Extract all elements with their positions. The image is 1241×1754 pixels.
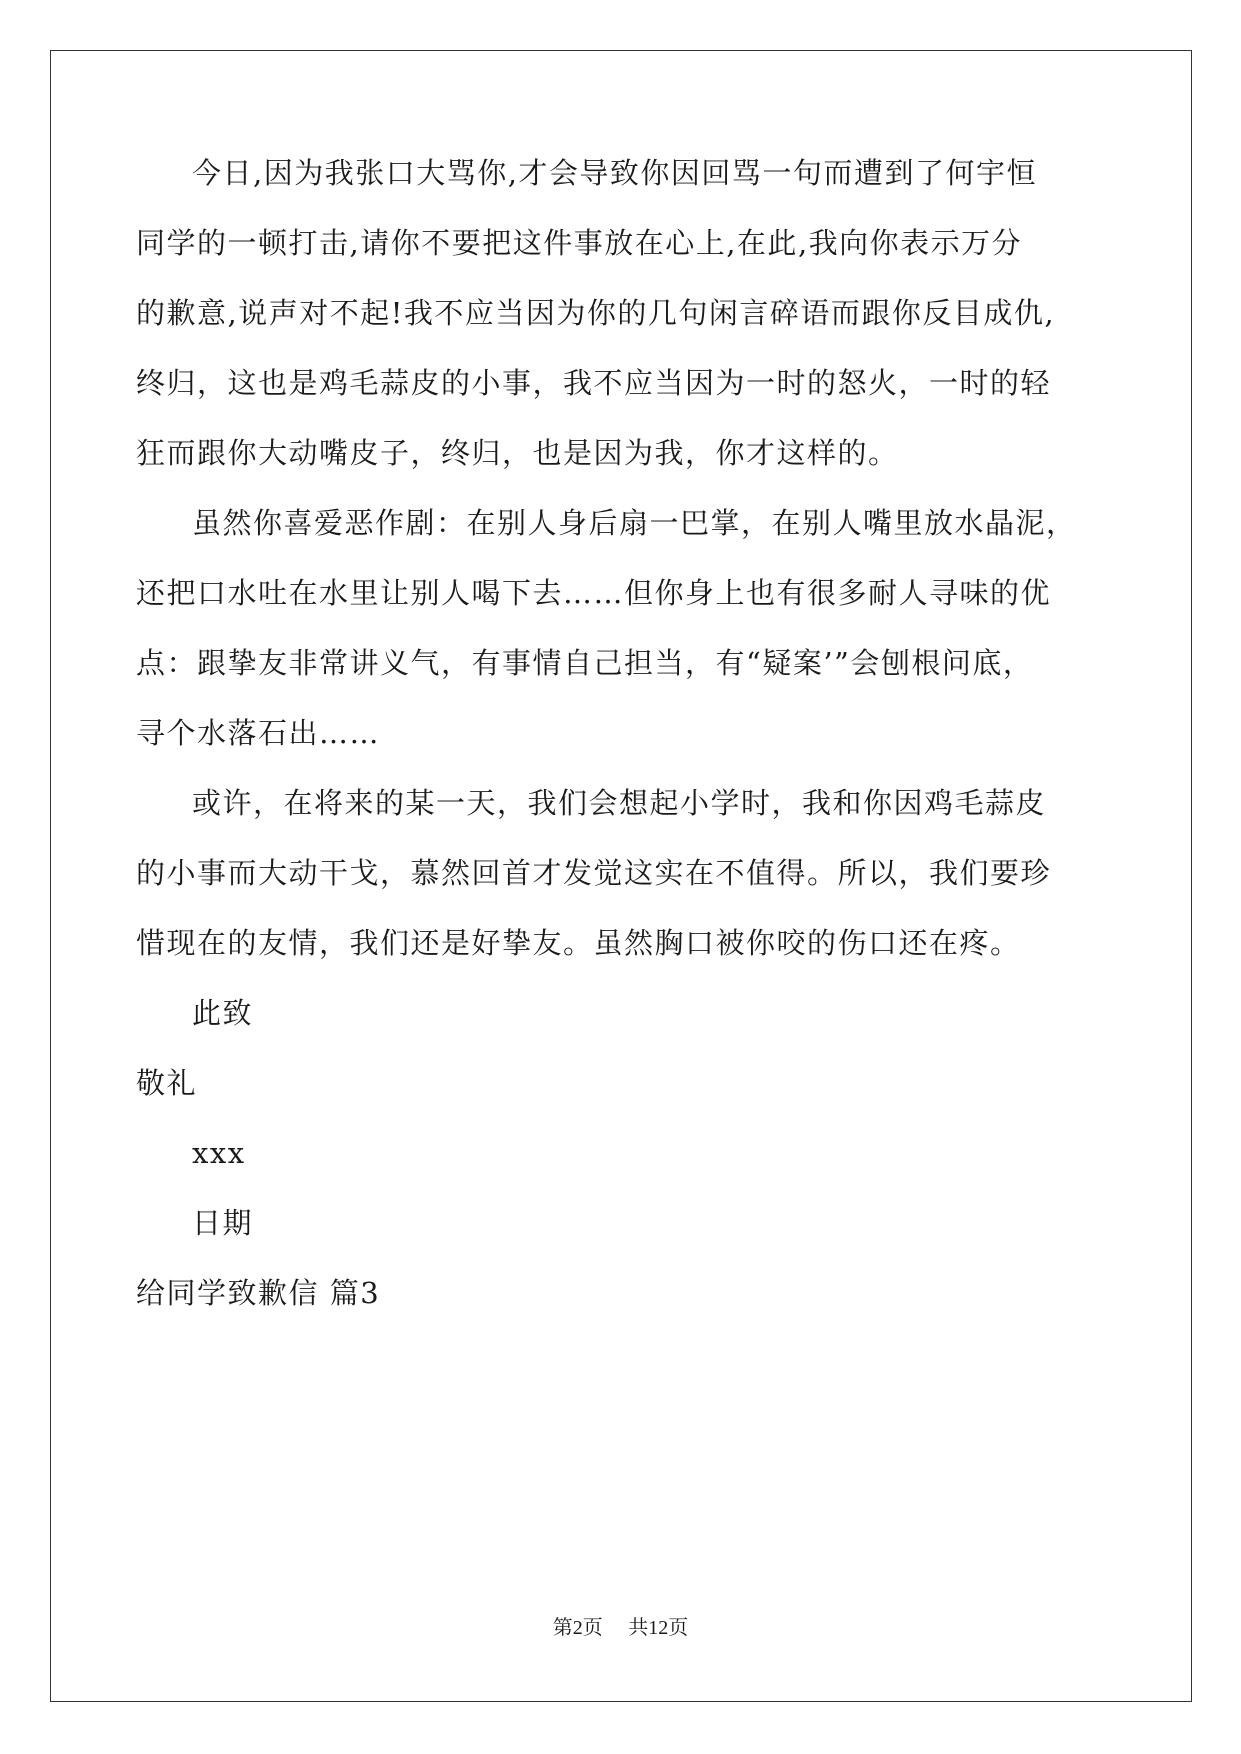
paragraph-2-line-3: 点：跟挚友非常讲义气，有事情自己担当，有“疑案’”会刨根问底，	[136, 646, 1034, 680]
closing-regards: 敬礼	[136, 1066, 198, 1100]
date-label: 日期	[192, 1206, 254, 1240]
paragraph-1-line-4: 终归，这也是鸡毛蒜皮的小事，我不应当因为一时的怒火，一时的轻	[136, 366, 1052, 400]
paragraph-3-line-1: 或许，在将来的某一天，我们会想起小学时，我和你因鸡毛蒜皮	[192, 786, 1047, 820]
paragraph-3-line-3: 惜现在的友情，我们还是好挚友。虽然胸口被你咬的伤口还在疼。	[136, 926, 1021, 960]
paragraph-3-line-2: 的小事而大动干戈，慕然回首才发觉这实在不值得。所以，我们要珍	[136, 856, 1052, 890]
paragraph-1-line-1: 今日,因为我张口大骂你,才会导致你因回骂一句而遭到了何宇恒	[192, 156, 1037, 190]
section-heading: 给同学致歉信 篇3	[136, 1276, 381, 1310]
total-label-suffix: 页	[668, 1615, 689, 1639]
paragraph-1-line-2: 同学的一顿打击,请你不要把这件事放在心上,在此,我向你表示万分	[136, 226, 1023, 260]
paragraph-2-line-4: 寻个水落石出……	[136, 716, 381, 750]
page-label-prefix: 第	[552, 1615, 573, 1639]
signature: xxx	[192, 1136, 246, 1170]
paragraph-2-line-1: 虽然你喜爱恶作剧：在别人身后扇一巴掌，在别人嘴里放水晶泥，	[192, 506, 1077, 540]
page-current-number: 2	[572, 1617, 583, 1639]
page-label-suffix: 页	[582, 1615, 603, 1639]
total-label-prefix: 共	[628, 1615, 649, 1639]
page-footer	[0, 1613, 1241, 1642]
page-total-number: 12	[648, 1617, 669, 1639]
paragraph-1-line-3: 的歉意,说声对不起!我不应当因为你的几句闲言碎语而跟你反目成仇,	[136, 296, 1056, 330]
paragraph-2-line-2: 还把口水吐在水里让别人喝下去……但你身上也有很多耐人寻味的优	[136, 576, 1052, 610]
closing-salutation: 此致	[192, 996, 254, 1030]
paragraph-1-line-5: 狂而跟你大动嘴皮子，终归，也是因为我，你才这样的。	[136, 436, 899, 470]
